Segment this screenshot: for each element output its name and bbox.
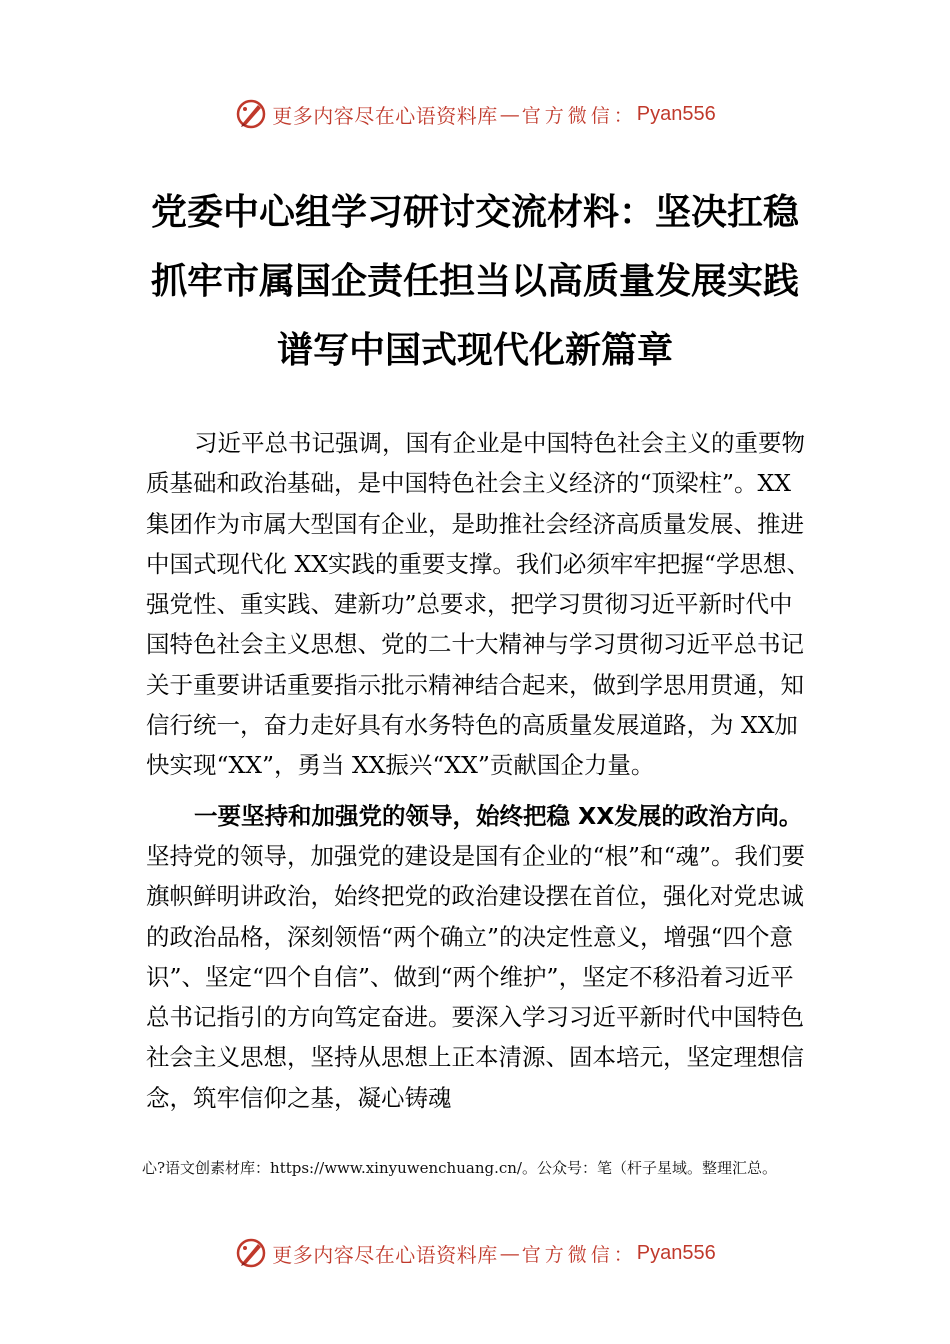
pen-logo-icon — [234, 1236, 268, 1270]
header-banner — [0, 96, 950, 132]
banner-separator: — — [499, 102, 520, 126]
banner-text: 更多内容尽在心语资料库 — [272, 1242, 498, 1267]
banner-wechat-id: Pyan556 — [636, 102, 716, 125]
footer-banner — [0, 1235, 950, 1271]
pen-logo-icon — [234, 97, 268, 131]
banner-separator: — — [499, 1241, 520, 1265]
document-title — [110, 178, 840, 385]
paragraph-section-1 — [146, 796, 814, 1118]
title-line-3: 谱写中国式现代化新篇章 — [276, 329, 673, 371]
paragraph-intro: 习近平总书记强调，国有企业是中国特色社会主义的重要物质基础和政治基础，是中国特色社会主义经济的“顶梁柱”。XX集团作为市属大型国有企业，是助推社会经济高质量发展、推进中国式现代化 XX实践的重要支撑。我们必须牢牢把握“学思想、强党性、重实践、建新功”总要求，把学习贯彻习近平新时代中国特色社会主义思想、党的二十大精神与学习贯彻习近平总书记关于重要讲话重要指示批示精神结合起来，做到学思用贯通，知信行统一，奋力走好具有水务特色的高质量发展道路，为 XX加快实现“XX”，勇当 XX振兴“XX”贡献国企力量。 — [146, 429, 810, 780]
banner-wechat-label: 官方微信： — [521, 104, 637, 127]
document-body — [146, 423, 814, 1118]
section-text: 坚持党的领导，加强党的建设是国有企业的“根”和“魂”。我们要旗帜鲜明讲政治，始终把党的政治建设摆在首位，强化对党忠诚的政治品格，深刻领悟“两个确立”的决定性意义，增强“四个意识”、坚定“四个自信”、做到“两个维护”，坚定不移沿着习近平总书记指引的方向笃定奋进。要深入学习习近平新时代中国特色社会主义思想，坚持从思想上正本清源、固本培元，坚定理想信念，筑牢信仰之基，凝心铸魂 — [146, 841, 806, 1112]
source-line: 心?语文创素材库：https://www.xinyuwenchuang.cn/。公众号：笔（杆子星域。整理汇总。 — [142, 1159, 777, 1177]
title-line-1: 党委中心组学习研讨交流材料：坚决扛稳 — [150, 191, 799, 233]
section-heading: 一要坚持和加强党的领导，始终把稳 XX发展的政治方向。 — [194, 801, 803, 830]
title-line-2: 抓牢市属国企责任担当以高质量发展实践 — [150, 260, 799, 302]
banner-wechat-id: Pyan556 — [636, 1241, 716, 1264]
banner-wechat-label: 官方微信： — [521, 1243, 637, 1266]
banner-text: 更多内容尽在心语资料库 — [272, 103, 498, 128]
